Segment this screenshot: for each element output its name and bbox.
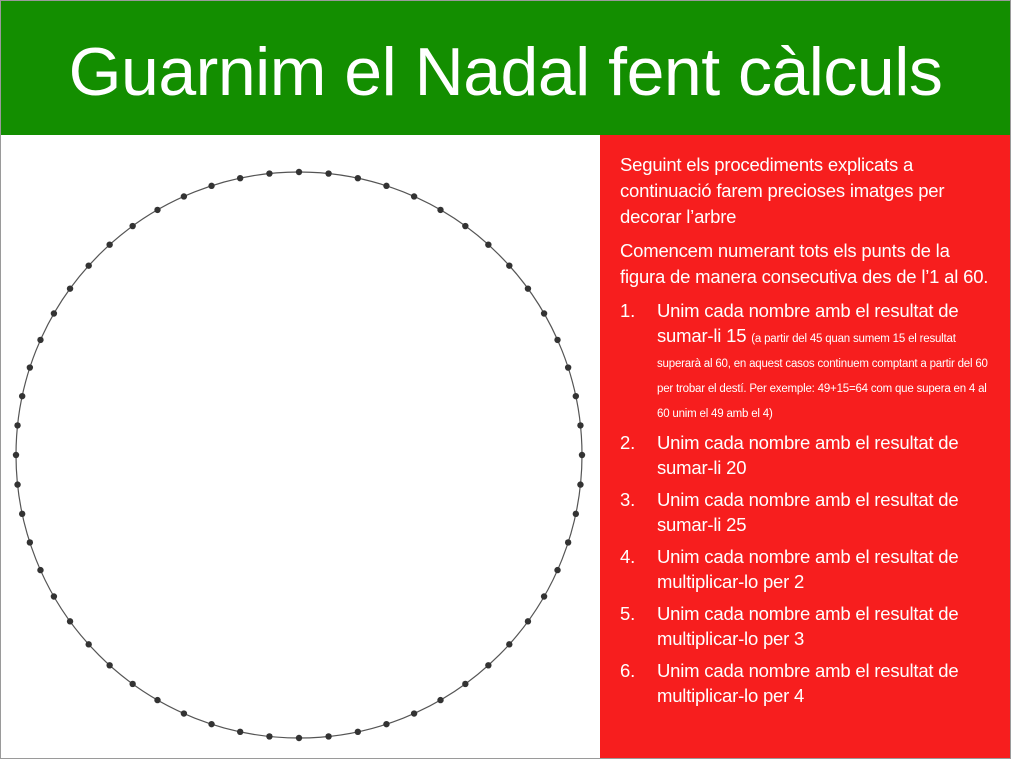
circle-point bbox=[541, 593, 547, 599]
circle-point bbox=[565, 364, 571, 370]
list-item bbox=[620, 601, 996, 651]
circle-point bbox=[437, 207, 443, 213]
circle-point bbox=[554, 567, 560, 573]
circle-point bbox=[573, 511, 579, 517]
circle-point bbox=[237, 729, 243, 735]
steps-list bbox=[620, 298, 996, 708]
circle-point bbox=[577, 422, 583, 428]
circle-point bbox=[485, 241, 491, 247]
step-text: Unim cada nombre amb el resultat de sumar-li 25 bbox=[657, 489, 959, 535]
step-text: Unim cada nombre amb el resultat de multiplicar-lo per 4 bbox=[657, 660, 959, 706]
circle-point bbox=[14, 481, 20, 487]
circle-point bbox=[181, 193, 187, 199]
circle-point bbox=[325, 733, 331, 739]
circle-point bbox=[266, 170, 272, 176]
circle-point bbox=[67, 618, 73, 624]
circle-point bbox=[383, 183, 389, 189]
point-circle-figure bbox=[1, 136, 599, 758]
circle-point bbox=[525, 618, 531, 624]
circle-point bbox=[355, 175, 361, 181]
circle-point bbox=[85, 641, 91, 647]
step-number: 3. bbox=[620, 489, 636, 510]
circle-point bbox=[19, 393, 25, 399]
circle-point bbox=[541, 310, 547, 316]
circle-point bbox=[573, 393, 579, 399]
step-number: 2. bbox=[620, 432, 636, 453]
circle-point bbox=[14, 422, 20, 428]
step-text: Unim cada nombre amb el resultat de sumar-li 20 bbox=[657, 432, 959, 478]
step-number: 1. bbox=[620, 300, 636, 321]
circle-point bbox=[355, 729, 361, 735]
circle-point bbox=[27, 364, 33, 370]
step-text: Unim cada nombre amb el resultat de multiplicar-lo per 2 bbox=[657, 546, 959, 592]
circle-outline bbox=[16, 172, 582, 738]
circle-point bbox=[154, 207, 160, 213]
circle-point bbox=[554, 337, 560, 343]
circle-point bbox=[19, 511, 25, 517]
list-item bbox=[620, 298, 996, 423]
circle-point bbox=[383, 721, 389, 727]
circle-point bbox=[37, 567, 43, 573]
circle-point bbox=[237, 175, 243, 181]
circle-point bbox=[296, 735, 302, 741]
circle-point bbox=[577, 481, 583, 487]
circle-point bbox=[296, 169, 302, 175]
circle-point bbox=[67, 285, 73, 291]
circle-point bbox=[37, 337, 43, 343]
circle-point bbox=[13, 452, 19, 458]
circle-point bbox=[437, 697, 443, 703]
circle-point bbox=[51, 310, 57, 316]
step-number: 5. bbox=[620, 603, 636, 624]
step-note: (a partir del 45 quan sumem 15 el resultat superarà al 60, en aquest casos continuem comptant a partir del 60 per trobar el destí. Per exemple: 49+15=64 com que supera en 4 al 60 unim el 49 amb el 4) bbox=[657, 333, 988, 420]
circle-point bbox=[579, 452, 585, 458]
circle-point bbox=[411, 193, 417, 199]
list-item bbox=[620, 544, 996, 594]
circle-point bbox=[462, 681, 468, 687]
circle-point bbox=[129, 681, 135, 687]
step-number: 6. bbox=[620, 660, 636, 681]
circle-point bbox=[506, 641, 512, 647]
list-item bbox=[620, 430, 996, 480]
circle-point bbox=[106, 662, 112, 668]
circle-point bbox=[462, 223, 468, 229]
circle-point bbox=[208, 183, 214, 189]
circle-point bbox=[129, 223, 135, 229]
circle-point bbox=[411, 710, 417, 716]
list-item bbox=[620, 658, 996, 708]
circle-point bbox=[506, 262, 512, 268]
step-text: Unim cada nombre amb el resultat de multiplicar-lo per 3 bbox=[657, 603, 959, 649]
title-banner bbox=[1, 1, 1010, 135]
circle-point bbox=[154, 697, 160, 703]
intro-paragraph: Seguint els procediments explicats a continuació farem precioses imatges per decorar l’arbre bbox=[620, 154, 945, 227]
circle-point bbox=[208, 721, 214, 727]
point-circle-svg bbox=[1, 136, 599, 758]
circle-point bbox=[485, 662, 491, 668]
circle-point bbox=[27, 539, 33, 545]
step-text: Unim cada nombre amb el resultat de sumar-li 15 bbox=[657, 300, 959, 346]
circle-point bbox=[525, 285, 531, 291]
numbering-paragraph: Comencem numerant tots els punts de la figura de manera consecutiva des de l’1 al 60. bbox=[620, 240, 989, 287]
list-item bbox=[620, 487, 996, 537]
circle-point bbox=[325, 170, 331, 176]
circle-point bbox=[51, 593, 57, 599]
slide-title: Guarnim el Nadal fent càlculs bbox=[68, 34, 943, 110]
circle-point bbox=[565, 539, 571, 545]
circle-point bbox=[181, 710, 187, 716]
instructions-panel bbox=[600, 135, 1010, 758]
circle-point bbox=[266, 733, 272, 739]
circle-point bbox=[85, 262, 91, 268]
circle-point bbox=[106, 241, 112, 247]
step-number: 4. bbox=[620, 546, 636, 567]
